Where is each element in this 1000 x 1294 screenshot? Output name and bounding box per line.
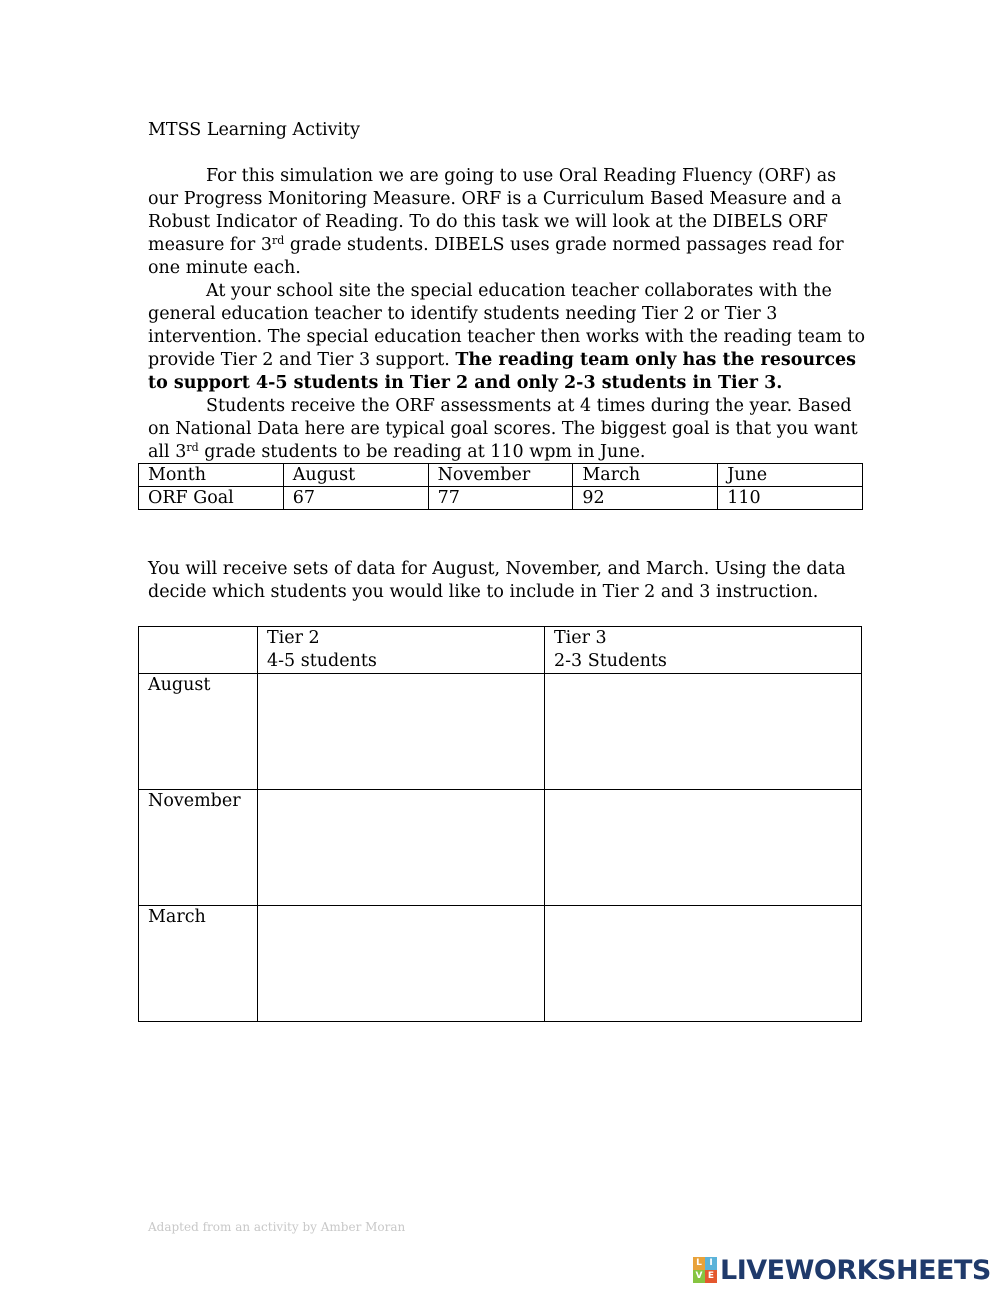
tier-selection-table — [138, 626, 862, 1022]
goal-table-cell: 77 — [428, 487, 573, 510]
tier-table-corner-cell — [139, 627, 258, 674]
tier-2-header: Tier 2 4-5 students — [258, 627, 545, 674]
goal-table-value-row — [139, 487, 863, 510]
goal-table-cell: March — [573, 464, 718, 487]
intro-paragraph-2: At your school site the special education teacher collaborates with the general education teacher to identify students needing Tier 2 or Tier 3 intervention. The special education teacher then works with the reading team to provide Tier 2 and Tier 3 support. The reading team only has the resources to support 4-5 students in Tier 2 and only 2-3 students in Tier 3. — [148, 281, 866, 393]
goal-table-cell: 92 — [573, 487, 718, 510]
intro-paragraph-3: Students receive the ORF assessments at 4 times during the year. Based on National Data here are typical goal scores. The biggest goal is that you want all 3rd grade students to be reading at 110 wpm in June. — [148, 396, 858, 462]
tier-table-row-november — [139, 790, 862, 906]
resource-limit-note: The reading team only has the resources to support 4-5 students in Tier 2 and only 2-3 students in Tier 3. — [148, 350, 856, 393]
month-label: August — [139, 674, 258, 790]
tier-3-answer-cell[interactable] — [545, 674, 862, 790]
goal-table-cell: Month — [139, 464, 284, 487]
goal-table-cell: November — [428, 464, 573, 487]
tier-table-row-march — [139, 906, 862, 1022]
tier-3-header: Tier 3 2-3 Students — [545, 627, 862, 674]
goal-table-header-row — [139, 464, 863, 487]
month-label: November — [139, 790, 258, 906]
liveworksheets-logo-icon: L I V E — [693, 1257, 717, 1283]
tier-2-answer-cell[interactable] — [258, 906, 545, 1022]
tier-table-header-row — [139, 627, 862, 674]
tier-3-answer-cell[interactable] — [545, 906, 862, 1022]
credit-footer: Adapted from an activity by Amber Moran — [148, 1220, 406, 1234]
goal-table-cell: 67 — [283, 487, 428, 510]
tier-2-answer-cell[interactable] — [258, 674, 545, 790]
tier-table-row-august — [139, 674, 862, 790]
goal-table-cell: June — [718, 464, 863, 487]
goal-table-cell: 110 — [718, 487, 863, 510]
orf-goal-table — [138, 463, 863, 510]
intro-text — [148, 165, 868, 464]
tier-3-answer-cell[interactable] — [545, 790, 862, 906]
tier-2-answer-cell[interactable] — [258, 790, 545, 906]
liveworksheets-brand — [693, 1255, 991, 1285]
page-title: MTSS Learning Activity — [148, 120, 360, 140]
goal-table-cell: August — [283, 464, 428, 487]
intro-paragraph-1: For this simulation we are going to use Oral Reading Fluency (ORF) as our Progress Monitoring Measure. ORF is a Curriculum Based Measure and a Robust Indicator of Reading. To do this task we will look at the DIBELS ORF measure for 3rd grade students. DIBELS uses grade normed passages read for one minute each. — [148, 166, 844, 278]
brand-name: LIVEWORKSHEETS — [720, 1254, 991, 1286]
instructions-text: You will receive sets of data for August, November, and March. Using the data decide which students you would like to include in Tier 2 and 3 instruction. — [148, 559, 846, 602]
month-label: March — [139, 906, 258, 1022]
goal-table-cell: ORF Goal — [139, 487, 284, 510]
